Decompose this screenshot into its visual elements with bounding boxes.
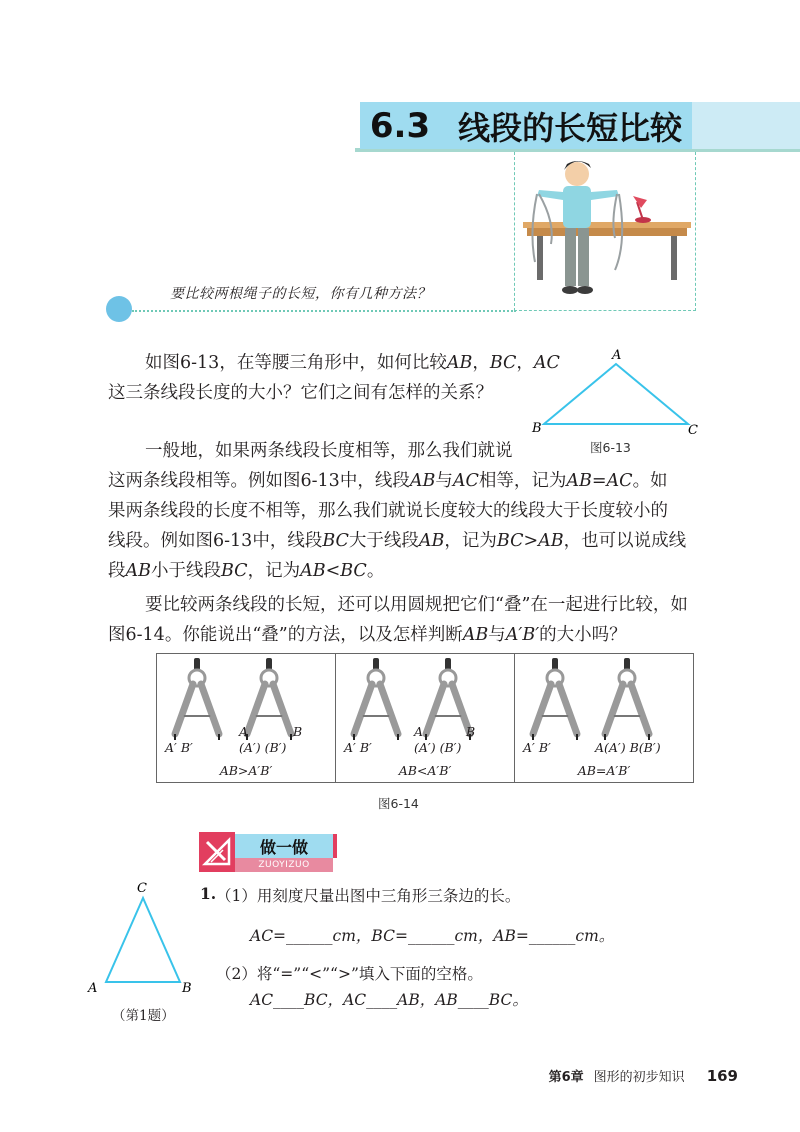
exercise-part2: （2）将“=”“<”“>”填入下面的空格。	[216, 965, 483, 983]
intro-leader-line	[132, 310, 516, 312]
para3-line2: 图6-14。你能说出“叠”的方法，以及怎样判断AB与A′B′的大小吗？	[108, 625, 627, 645]
figure-6-14	[156, 653, 694, 783]
chapter-number: 第6章	[548, 1070, 584, 1085]
compass-panel-1: A′ B′ (A′) (B′) A B AB>A′B′	[157, 654, 336, 782]
panel-2-relation: AB<A′B′	[398, 763, 452, 778]
figure-6-13-caption: 图6-13	[590, 440, 631, 455]
para1-line1: 如图6-13，在等腰三角形中，如何比较AB，BC，AC	[145, 353, 560, 373]
ruler-pencil-icon	[199, 832, 235, 872]
para2-line1: 一般地，如果两条线段长度相等，那么我们就说	[145, 441, 513, 461]
activity-pinyin: ZUOYIZUO	[235, 858, 333, 872]
compass-panel-3: A′ B′ A(A′) B(B′) AB=A′B′	[515, 654, 693, 782]
vertex-label-c: C	[688, 423, 698, 438]
section-number: 6.3	[369, 105, 431, 146]
page-footer	[549, 1066, 738, 1085]
exercise-part1: （1）用刻度尺量出图中三角形三条边的长。	[216, 887, 521, 905]
compass-pair-icon	[515, 654, 677, 740]
exercise-number: 1.	[200, 884, 217, 903]
para2-line5: 段AB小于线段BC，记为AB<BC。	[108, 561, 385, 581]
boy-with-ropes-illustration	[515, 152, 695, 308]
para2-line3: 果两条线段的长度不相等，那么我们就说长度较大的线段大于长度较小的	[108, 501, 668, 521]
para2-line4: 线段。例如图6-13中，线段BC大于线段AB，记为BC>AB，也可以说成线	[108, 531, 687, 551]
compass-panel-2: A′ B′ (A′) (B′) A B AB<A′B′	[336, 654, 515, 782]
para1-line2: 这三条线段长度的大小？它们之间有怎样的关系？	[108, 383, 493, 403]
vertex-label-a: A	[88, 981, 98, 996]
page-number: 169	[706, 1067, 738, 1085]
chapter-title: 图形的初步知识	[593, 1070, 685, 1085]
section-title-banner	[360, 102, 692, 149]
vertex-label-b: B	[532, 421, 542, 436]
vertex-label-a: A	[612, 348, 622, 363]
title-banner-extension	[692, 102, 800, 149]
exercise-figure-caption: （第1题）	[112, 1008, 175, 1024]
vertex-label-b: B	[182, 981, 192, 996]
vertex-label-c: C	[137, 881, 147, 896]
activity-banner	[199, 832, 337, 872]
activity-title: 做一做	[235, 834, 337, 858]
section-title: 线段的长短比较	[458, 108, 683, 147]
exercise-triangle-figure	[86, 878, 198, 998]
exercise-answer-line1: AC=______cm，BC=______cm，AB=______cm。	[250, 927, 615, 945]
panel-1-relation: AB>A′B′	[219, 763, 273, 778]
intro-question: 要比较两根绳子的长短，你有几种方法？	[170, 286, 431, 302]
intro-illustration-frame	[514, 152, 696, 311]
figure-6-14-caption: 图6-14	[378, 796, 419, 811]
panel-3-relation: AB=A′B′	[577, 763, 631, 778]
para2-line2: 这两条线段相等。例如图6-13中，线段AB与AC相等，记为AB=AC。如	[108, 471, 668, 491]
exercise-answer-line2: AC____BC，AC____AB，AB____BC。	[250, 991, 528, 1009]
intro-bullet	[106, 296, 132, 322]
para3-line1: 要比较两条线段的长短，还可以用圆规把它们“叠”在一起进行比较，如	[145, 595, 688, 615]
